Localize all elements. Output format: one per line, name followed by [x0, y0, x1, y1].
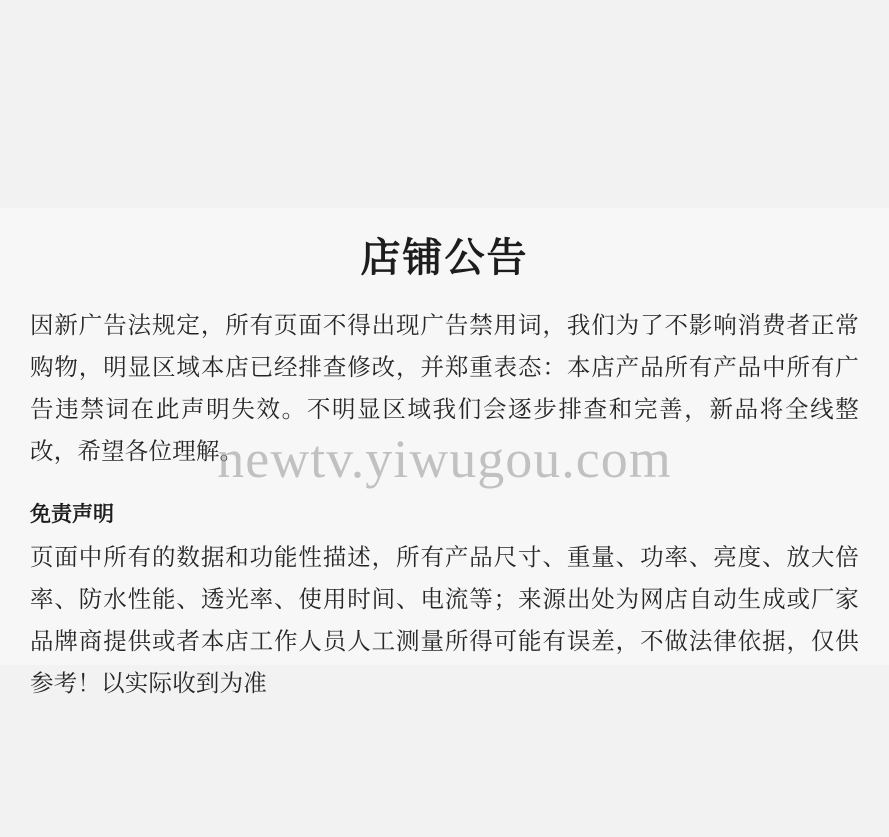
notice-paragraph-disclaimer: 页面中所有的数据和功能性描述，所有产品尺寸、重量、功率、亮度、放大倍率、防水性能、透光率、使用时间、电流等；来源出处为网店自动生成或厂家品牌商提供或者本店工作人员人工测量所得可能有误差，不做法律依据，仅供参考！以实际收到为准	[30, 544, 859, 696]
watermark-text: newtv.yiwugou.com	[217, 429, 672, 489]
page-title: 店铺公告	[360, 236, 529, 280]
store-notice-card	[0, 208, 889, 696]
notice-paragraph-advertising-law: 因新广告法规定，所有页面不得出现广告禁用词，我们为了不影响消费者正常购物，明显区域本店已经排查修改，并郑重表态：本店产品所有产品中所有广告违禁词在此声明失效。不明显区域我们会逐步排查和完善，新品将全线整改，希望各位理解。	[30, 312, 859, 464]
disclaimer-heading: 免责声明	[30, 503, 114, 526]
